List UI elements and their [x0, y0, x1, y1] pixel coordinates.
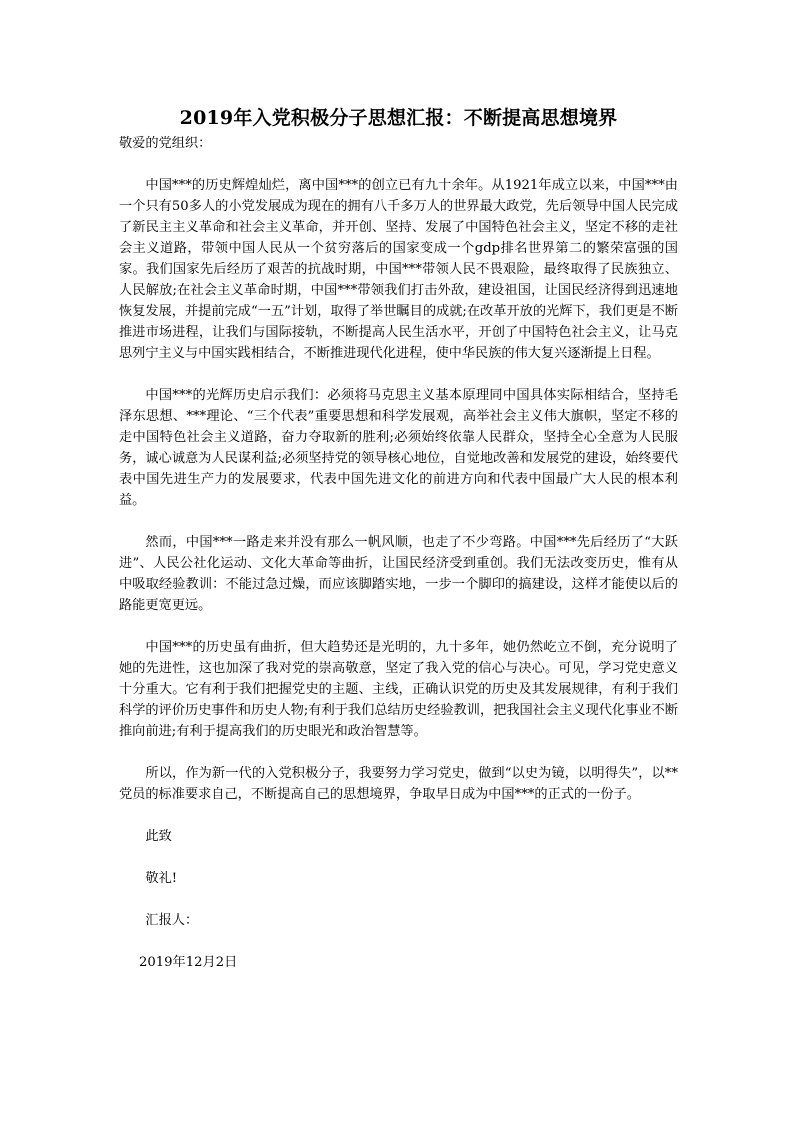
report-date: 2019年12月2日 [139, 955, 238, 970]
salutation: 敬爱的党组织： [119, 136, 212, 151]
paragraph-2: 中国***的光辉历史启示我们：必须将马克思主义基本原理同中国具体实际相结合，坚持毛泽东思想、***理论、“三个代表”重要思想和科学发展观，高举社会主义伟大旗帜，坚定不移的走中国特色社会主义道路，奋力夺取新的胜利;必须始终依靠人民群众，坚持全心全意为人民服务，诚心诚意为人民谋利益;必须坚持党的领导核心地位，自觉地改善和发展党的建设，始终要代表中国先进生产力的发展要求，代表中国先进文化的前进方向和代表中国最广大人民的根本利益。 [119, 388, 678, 508]
closing-line-2: 敬礼! [145, 871, 178, 886]
signature-label: 汇报人： [145, 913, 199, 928]
closing-line-1: 此致 [145, 829, 172, 844]
paragraph-1: 中国***的历史辉煌灿烂，离中国***的创立已有九十余年。从1921年成立以来，中国***由一个只有50多人的小党发展成为现在的拥有八千多万人的世界最大政党，先后领导中国人民完成了新民主主义革命和社会主义革命，并开创、坚持、发展了中国特色社会主义，坚定不移的走社会主义道路，带领中国人民从一个贫穷落后的国家变成一个gdp排名世界第二的繁荣富强的国家。我们国家先后经历了艰苦的抗战时期，中国***带领人民不畏艰险，最终取得了民族独立、人民解放;在社会主义革命时期，中国***带领我们打击外敌，建设祖国，让国民经济得到迅速地恢复发展，并提前完成“一五”计划，取得了举世瞩目的成就;在改革开放的光辉下，我们更是不断推进市场进程，让我们与国际接轨，不断提高人民生活水平，开创了中国特色社会主义，让马克思列宁主义与中国实践相结合，不断推进现代化进程，使中华民族的伟大复兴逐渐提上日程。 [119, 178, 678, 361]
document-title: 2019年入党积极分子思想汇报：不断提高思想境界 [179, 107, 618, 129]
paragraph-3: 然而，中国***一路走来并没有那么一帆风顺，也走了不少弯路。中国***先后经历了“大跃进”、人民公社化运动、文化大革命等曲折，让国民经济受到重创。我们无法改变历史，惟有从中吸取经验教训：不能过急过燥，而应该脚踏实地，一步一个脚印的搞建设，这样才能使以后的路能更宽更远。 [119, 535, 678, 613]
paragraph-5: 所以，作为新一代的入党积极分子，我要努力学习党史，做到“以史为镜，以明得失”，以**党员的标准要求自己，不断提高自己的思想境界，争取早日成为中国***的正式的一份子。 [119, 766, 678, 802]
paragraph-4: 中国***的历史虽有曲折，但大趋势还是光明的，九十多年，她仍然屹立不倒，充分说明了她的先进性，这也加深了我对党的崇高敬意，坚定了我入党的信心与决心。可见，学习党史意义十分重大。它有利于我们把握党史的主题、主线，正确认识党的历史及其发展规律，有利于我们科学的评价历史事件和历史人物;有利于我们总结历史经验教训，把我国社会主义现代化事业不断推向前进;有利于提高我们的历史眼光和政治智慧等。 [119, 640, 678, 739]
